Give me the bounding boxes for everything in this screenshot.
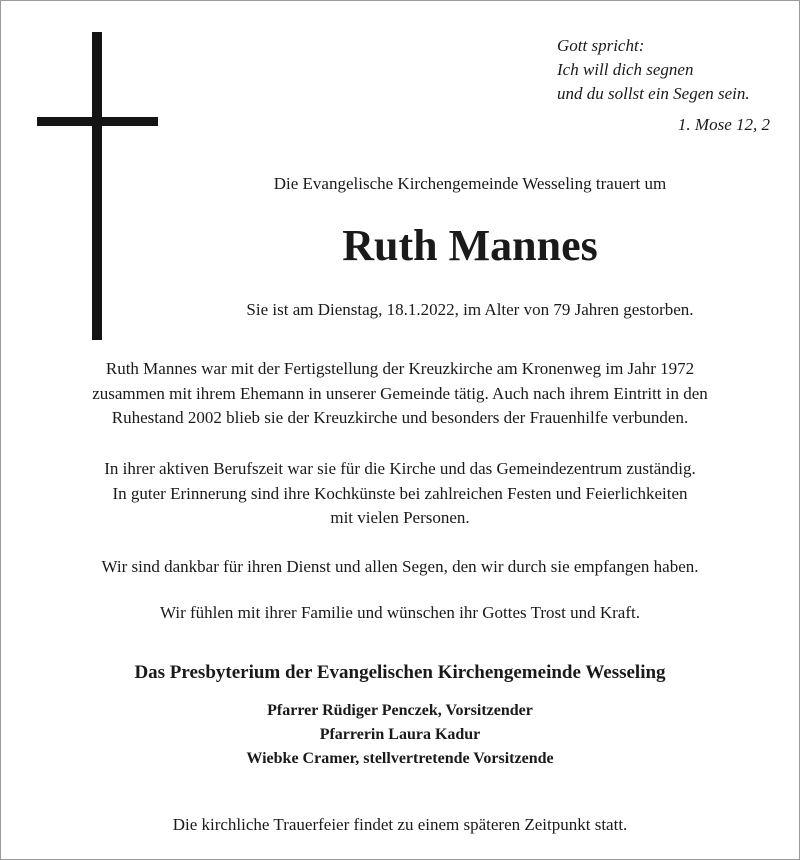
paragraph-line: zusammen mit ihrem Ehemann in unserer Gemeinde tätig. Auch nach ihrem Eintritt in den bbox=[92, 383, 708, 403]
signer: Pfarrerin Laura Kadur bbox=[319, 726, 481, 743]
paragraph-sympathy bbox=[20, 601, 780, 626]
presbyterium-heading: Das Presbyterium der Evangelischen Kirchengemeinde Wesseling bbox=[134, 662, 666, 683]
paragraph-ministry bbox=[20, 357, 780, 431]
paragraph-line: Ruhestand 2002 blieb sie der Kreuzkirche und besonders der Frauenhilfe verbunden. bbox=[111, 408, 689, 427]
funeral-notice: Die kirchliche Trauerfeier findet zu einem späteren Zeitpunkt statt. bbox=[172, 815, 628, 834]
paragraph-career bbox=[20, 457, 780, 531]
signer: Wiebke Cramer, stellvertretende Vorsitzende bbox=[246, 750, 554, 767]
verse-line: und du sollst ein Segen sein. bbox=[557, 84, 750, 103]
signer: Pfarrer Rüdiger Penczek, Vorsitzender bbox=[267, 702, 533, 719]
verse-line: Gott spricht: bbox=[557, 36, 645, 55]
paragraph-line: Ruth Mannes war mit der Fertigstellung der Kreuzkirche am Kronenweg im Jahr 1972 bbox=[105, 359, 695, 378]
paragraph-line: In guter Erinnerung sind ihre Kochkünste bei zahlreichen Festen und Feierlichkeiten bbox=[112, 483, 688, 503]
signers-list bbox=[20, 699, 780, 771]
paragraph-gratitude bbox=[20, 555, 780, 580]
intro-line: Die Evangelische Kirchengemeinde Wesseling trauert um bbox=[273, 174, 667, 193]
cross-vertical-bar bbox=[92, 32, 102, 340]
cross-horizontal-bar bbox=[37, 117, 158, 126]
death-notice: Sie ist am Dienstag, 18.1.2022, im Alter von 79 Jahren gestorben. bbox=[246, 300, 694, 319]
bible-verse bbox=[557, 34, 787, 106]
deceased-name: Ruth Mannes bbox=[342, 221, 598, 270]
paragraph-line: mit vielen Personen. bbox=[330, 508, 470, 527]
verse-reference: 1. Mose 12, 2 bbox=[677, 115, 770, 134]
paragraph-line: Wir sind dankbar für ihren Dienst und allen Segen, den wir durch sie empfangen haben. bbox=[101, 557, 699, 576]
paragraph-line: In ihrer aktiven Berufszeit war sie für die Kirche und das Gemeindezentrum zuständig. bbox=[104, 459, 696, 478]
paragraph-line: Wir fühlen mit ihrer Familie und wünschen ihr Gottes Trost und Kraft. bbox=[160, 603, 640, 622]
verse-line: Ich will dich segnen bbox=[557, 60, 694, 79]
